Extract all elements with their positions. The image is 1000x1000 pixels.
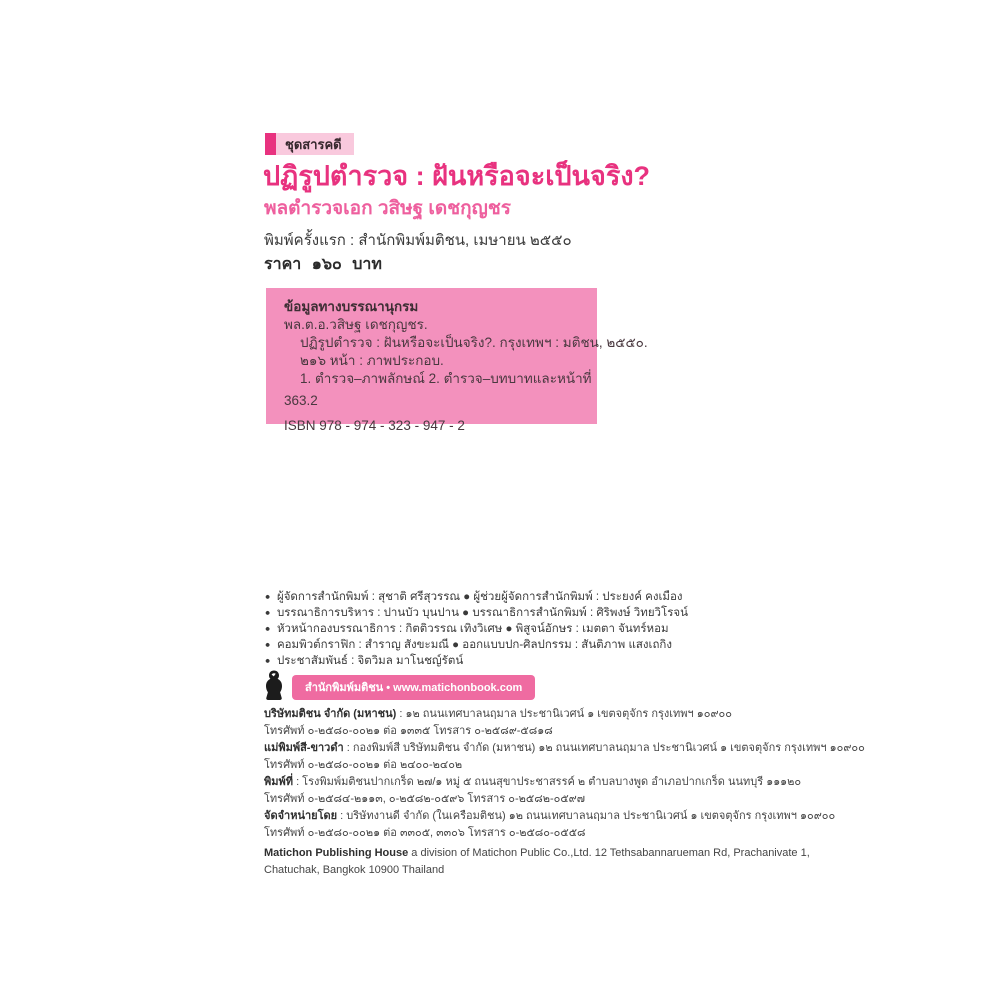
credit-row: [264, 605, 688, 621]
publisher-line-lead: แม่พิมพ์สี-ขาวดำ: [264, 742, 344, 754]
cip-dewey-number: 363.2: [284, 393, 318, 408]
publisher-line-lead: จัดจำหน่ายโดย: [264, 810, 338, 822]
publisher-line: [264, 757, 865, 774]
credit-row: [264, 653, 688, 669]
bullet-icon: ●: [264, 640, 271, 650]
credit-row: [264, 637, 688, 653]
publisher-line-text: : กองพิมพ์สี บริษัทมติชน จำกัด (มหาชน) ๑๒ ถนนเทศบาลนฤมาล ประชานิเวศน์ ๑ เขตจตุจักร กรุงเทพฯ ๑๐๙๐๐: [343, 742, 865, 754]
cip-isbn: ISBN 978 - 974 - 323 - 947 - 2: [284, 418, 465, 433]
matichon-mascot-icon: [263, 670, 285, 701]
bullet-icon: ●: [264, 608, 271, 618]
credit-text: คอมพิวต์กราฟิก : สำราญ สังขะมณี ● ออกแบบปก-ศิลปกรรม : สันติภาพ แสงเถกิง: [276, 639, 672, 651]
publisher-line: [264, 774, 865, 791]
publisher-line: [264, 808, 865, 825]
publisher-line-text: : โรงพิมพ์มติชนปากเกร็ด ๒๗/๑ หมู่ ๕ ถนนสุขาประชาสรรค์ ๒ ตำบลบางพูด อำเภอปากเกร็ด นนทบุรี ๑๑๑๒๐: [293, 776, 802, 788]
series-label: [265, 133, 354, 155]
publisher-line-lead: พิมพ์ที่: [264, 776, 294, 788]
cip-author-line: พล.ต.อ.วสิษฐ เดชกุญชร.: [284, 317, 428, 332]
publisher-line-english: [264, 845, 865, 862]
credit-text: ผู้จัดการสำนักพิมพ์ : สุชาติ ศรีสุวรรณ ● ผู้ช่วยผู้จัดการสำนักพิมพ์ : ประยงค์ คงเมือง: [276, 591, 683, 603]
publisher-line-lead: บริษัทมติชน จำกัด (มหาชน): [264, 708, 397, 720]
cip-data-box: [266, 288, 648, 433]
publisher-line-english: [264, 862, 865, 879]
publisher-line-text: โทรศัพท์ ๐-๒๕๘๔-๒๑๑๓, ๐-๒๕๘๒-๐๕๙๖ โทรสาร ๐-๒๕๘๒-๐๕๙๗: [264, 793, 586, 805]
bullet-icon: ●: [264, 592, 271, 602]
publisher-line: [264, 706, 865, 723]
publisher-brand-bar: สำนักพิมพ์มติชน • www.matichonbook.com: [292, 675, 535, 700]
publisher-line-text: โทรศัพท์ ๐-๒๕๘๐-๐๐๒๑ ต่อ ๒๔๐๐-๒๔๐๒: [264, 759, 463, 771]
credit-text: หัวหน้ากองบรรณาธิการ : กิตติวรรณ เทิงวิเศษ ● พิสูจน์อักษร : เมตตา จันทร์หอม: [276, 623, 669, 635]
publisher-line-text: : บริษัทงานดี จำกัด (ในเครือมติชน) ๑๒ ถนนเทศบาลนฤมาล ประชานิเวศน์ ๑ เขตจตุจักร กรุงเทพฯ ๑๐๙๐๐: [337, 810, 836, 822]
bullet-icon: ●: [264, 656, 271, 666]
publisher-line-text: Chatuchak, Bangkok 10900 Thailand: [264, 864, 445, 876]
publisher-line: [264, 825, 865, 842]
series-label-accent-square: [265, 133, 276, 155]
first-print-info: พิมพ์ครั้งแรก : สำนักพิมพ์มติชน, เมษายน ๒๕๕๐: [264, 232, 572, 249]
cip-pages-line: ๒๑๖ หน้า : ภาพประกอบ.: [300, 353, 444, 368]
series-label-text: ชุดสารคดี: [276, 133, 354, 155]
publisher-line-text: : ๑๒ ถนนเทศบาลนฤมาล ประชานิเวศน์ ๑ เขตจตุจักร กรุงเทพฯ ๑๐๙๐๐: [396, 708, 732, 720]
publisher-line: [264, 791, 865, 808]
credit-row: [264, 621, 688, 637]
publisher-line: [264, 740, 865, 757]
price-text: ราคา ๑๖๐ บาท: [264, 256, 382, 273]
credit-row: [264, 589, 688, 605]
publisher-line-text: โทรศัพท์ ๐-๒๕๘๐-๐๐๒๑ ต่อ ๓๓๐๕, ๓๓๐๖ โทรสาร ๐-๒๕๘๐-๐๕๕๘: [264, 827, 586, 839]
credit-text: บรรณาธิการบริหาร : ปานบัว บุนปาน ● บรรณาธิการสำนักพิมพ์ : ศิริพงษ์ วิทยวิโรจน์: [276, 607, 688, 619]
staff-credits-list: [264, 589, 688, 669]
publisher-contact-block: [264, 706, 865, 879]
publisher-line-text: โทรศัพท์ ๐-๒๕๘๐-๐๐๒๑ ต่อ ๑๓๓๕ โทรสาร ๐-๒๕๘๙-๕๘๑๘: [264, 725, 553, 737]
publisher-line-text: a division of Matichon Public Co.,Ltd. 12 Tethsabannarueman Rd, Prachanivate 1,: [408, 847, 810, 859]
cip-subjects-line: 1. ตำรวจ–ภาพลักษณ์ 2. ตำรวจ–บทบาทและหน้าที่: [300, 371, 592, 386]
cip-title-line: ปฏิรูปตำรวจ : ฝันหรือจะเป็นจริง?. กรุงเทพฯ : มติชน, ๒๕๕๐.: [300, 335, 648, 350]
book-author: พลตำรวจเอก วสิษฐ เดชกุญชร: [264, 198, 511, 219]
cip-header: ข้อมูลทางบรรณานุกรม: [284, 299, 419, 314]
publisher-line: [264, 723, 865, 740]
credit-text: ประชาสัมพันธ์ : จิตวิมล มาโนชญ์รัตน์: [276, 655, 464, 667]
bullet-icon: ●: [264, 624, 271, 634]
publisher-line-lead: Matichon Publishing House: [264, 847, 409, 859]
book-title: ปฏิรูปตำรวจ : ฝันหรือจะเป็นจริง?: [263, 161, 651, 191]
publisher-brand-row: [263, 670, 535, 701]
